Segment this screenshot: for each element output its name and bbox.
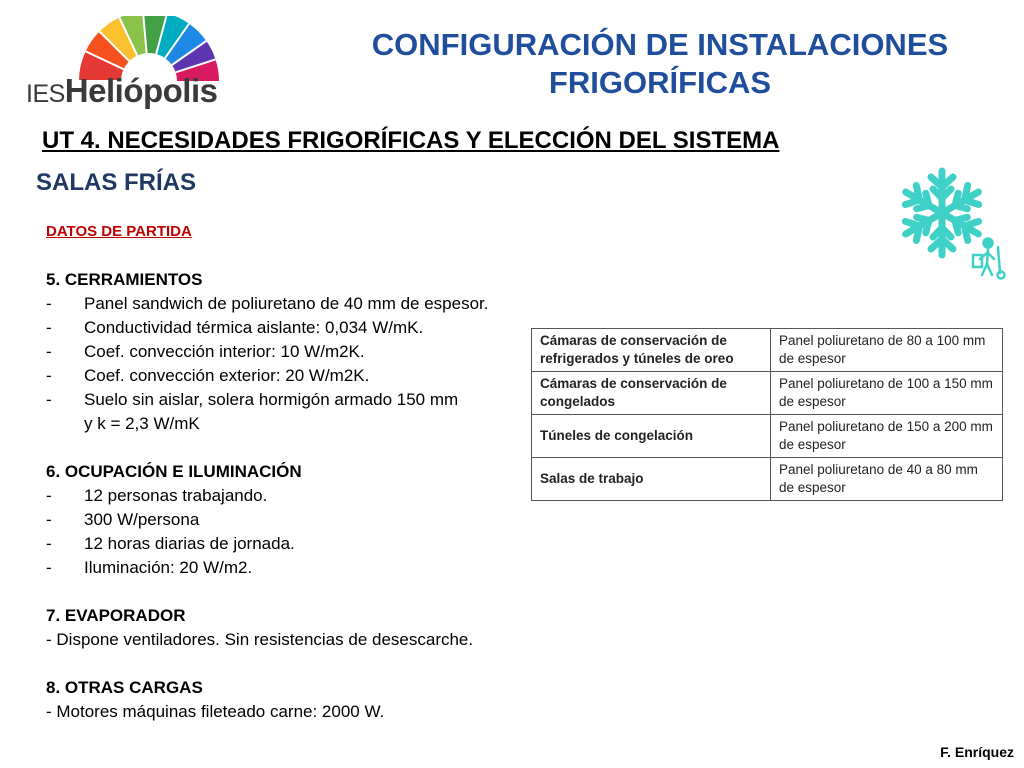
list-item: - Coef. convección interior: 10 W/m2K. [46, 342, 365, 361]
table-cell-room: Salas de trabajo [532, 458, 771, 501]
table-row [532, 372, 1003, 415]
otras-cargas-line: - Motores máquinas fileteado carne: 2000 W. [46, 702, 385, 721]
logo-prefix: IES [26, 80, 65, 108]
table-cell-panel: Panel poliuretano de 150 a 200 mm de espesor [771, 415, 1003, 458]
list-item: - 12 horas diarias de jornada. [46, 534, 295, 553]
logo-name: Heliópolis [64, 72, 218, 109]
page-title [300, 26, 1020, 102]
list-item: - Iluminación: 20 W/m2. [46, 558, 253, 577]
snowflake-icon [894, 165, 1012, 280]
table-cell-panel: Panel poliuretano de 80 a 100 mm de espesor [771, 329, 1003, 372]
table-cell-room: Cámaras de conservación de refrigerados y túneles de oreo [532, 329, 771, 372]
table-cell-room: Cámaras de conservación de congelados [532, 372, 771, 415]
table-row [532, 458, 1003, 501]
evaporador-heading: 7. EVAPORADOR [46, 606, 186, 625]
table-row [532, 415, 1003, 458]
ocupacion-heading: 6. OCUPACIÓN E ILUMINACIÓN [46, 462, 302, 481]
otras-cargas-heading: 8. OTRAS CARGAS [46, 678, 203, 697]
cerramientos-heading: 5. CERRAMIENTOS [46, 270, 203, 289]
list-item: - Panel sandwich de poliuretano de 40 mm de espesor. [46, 294, 489, 313]
table-cell-panel: Panel poliuretano de 100 a 150 mm de espesor [771, 372, 1003, 415]
list-item-continuation: y k = 2,3 W/mK [84, 414, 200, 433]
unit-subtitle: UT 4. NECESIDADES FRIGORÍFICAS Y ELECCIÓN DEL SISTEMA [42, 127, 780, 154]
table-row [532, 329, 1003, 372]
list-item: - Suelo sin aislar, solera hormigón armado 150 mm [46, 390, 459, 409]
datos-partida-label: DATOS DE PARTIDA [46, 223, 192, 240]
title-line-1: CONFIGURACIÓN DE INSTALACIONES [371, 27, 949, 62]
worker-hand-truck-icon [973, 239, 1005, 279]
logo-text [26, 72, 217, 110]
list-item: - 300 W/persona [46, 510, 200, 529]
section-heading: SALAS FRÍAS [36, 169, 197, 196]
evaporador-line: - Dispone ventiladores. Sin resistencias de desescarche. [46, 630, 474, 649]
list-item: - Conductividad térmica aislante: 0,034 W/mK. [46, 318, 424, 337]
list-item: - 12 personas trabajando. [46, 486, 268, 505]
insulation-table [531, 328, 1003, 501]
table-cell-room: Túneles de congelación [532, 415, 771, 458]
title-line-2: FRIGORÍFICAS [548, 65, 772, 100]
list-item: - Coef. convección exterior: 20 W/m2K. [46, 366, 370, 385]
author-credit: F. Enríquez [940, 744, 1014, 760]
table-cell-panel: Panel poliuretano de 40 a 80 mm de espesor [771, 458, 1003, 501]
